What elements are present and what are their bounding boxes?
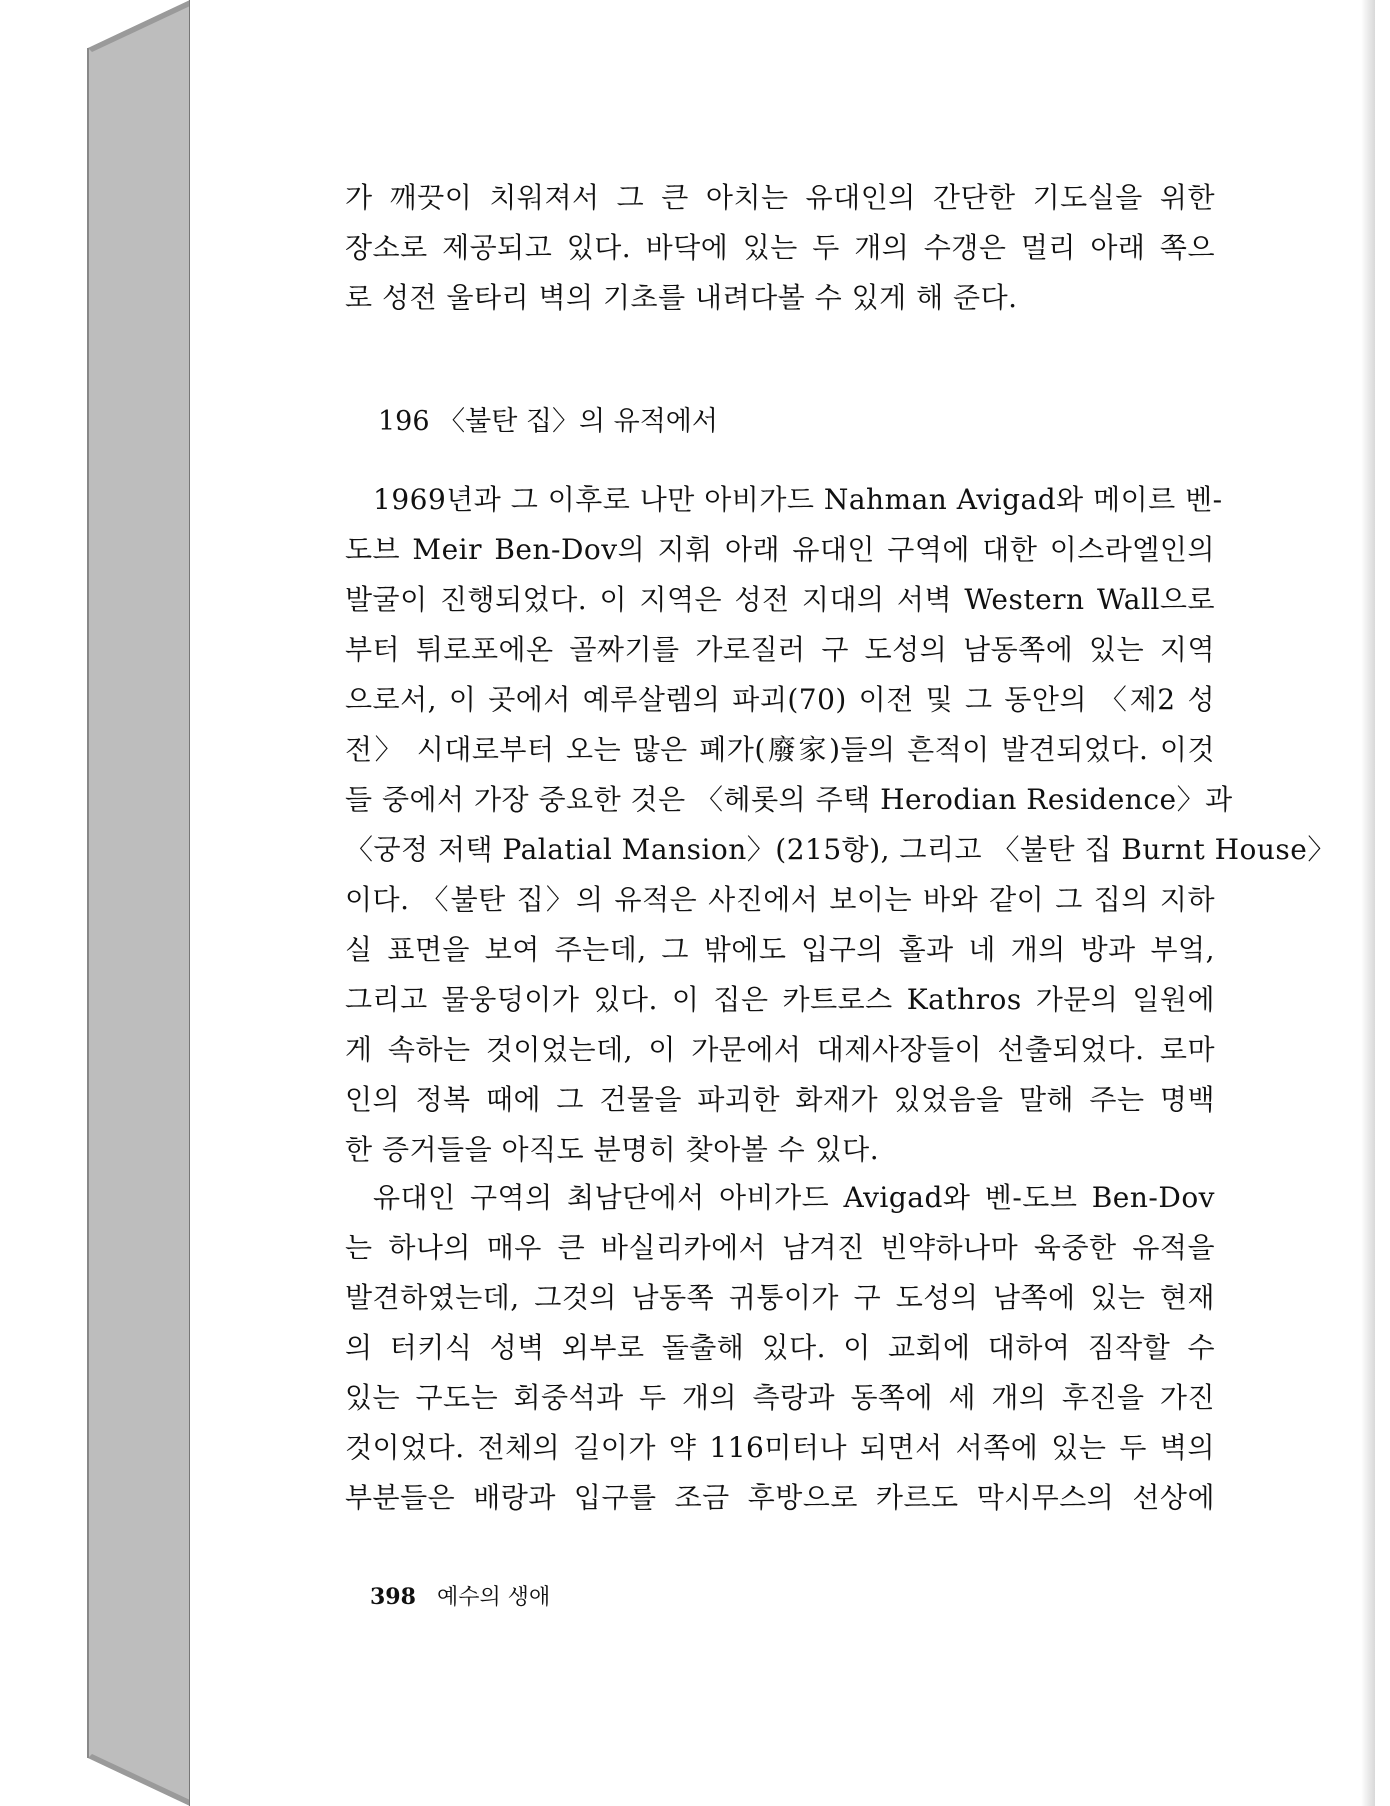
text-line: 유대인 구역의 최남단에서 아비가드 Avigad와 벤-도브 Ben-Dov [373,1181,1215,1214]
text-line: 는 하나의 매우 큰 바실리카에서 남겨진 빈약하나마 육중한 유적을 [345,1231,1215,1264]
text-line: 부분들은 배랑과 입구를 조금 후방으로 카르도 막시무스의 선상에 [345,1481,1215,1514]
text-line: 전〉 시대로부터 오는 많은 폐가(廢家)들의 흔적이 발견되었다. 이것 [345,733,1215,766]
text-line: 〈궁정 저택 Palatial Mansion〉(215항), 그리고 〈불탄 집 Burnt House〉 [345,833,1336,866]
text-line: 으로서, 이 곳에서 예루살렘의 파괴(70) 이전 및 그 동안의 〈제2 성 [345,683,1215,716]
text-line: 도브 Meir Ben-Dov의 지휘 아래 유대인 구역에 대한 이스라엘인의 [345,533,1215,566]
book-page [190,0,1375,1806]
page-right-edge-shadow [1361,0,1375,1806]
text-line: 인의 정복 때에 그 건물을 파괴한 화재가 있었음을 말해 주는 명백 [345,1083,1215,1116]
text-line: 그리고 물웅덩이가 있다. 이 집은 카트로스 Kathros 가문의 일원에 [345,983,1215,1016]
text-line: 부터 튀로포에온 골짜기를 가로질러 구 도성의 남동쪽에 있는 지역 [345,633,1215,666]
text-line: 발견하였는데, 그것의 남동쪽 귀퉁이가 구 도성의 남쪽에 있는 현재 [345,1281,1215,1314]
running-title: 예수의 생애 [436,1585,551,1610]
text-line: 로 성전 울타리 벽의 기초를 내려다볼 수 있게 해 준다. [345,281,1018,314]
section-heading: 196 〈불탄 집〉의 유적에서 [378,406,718,437]
text-line: 가 깨끗이 치워져서 그 큰 아치는 유대인의 간단한 기도실을 위한 [345,181,1215,214]
text-line: 들 중에서 가장 중요한 것은 〈헤롯의 주택 Herodian Residence〉과 [345,783,1233,816]
page-number: 398 [370,1584,416,1610]
text-line: 것이었다. 전체의 길이가 약 116미터나 되면서 서쪽에 있는 두 벽의 [345,1431,1215,1464]
text-line: 1969년과 그 이후로 나만 아비가드 Nahman Avigad와 메이르 벤- [373,483,1223,516]
page-footer [370,1582,550,1613]
text-line: 이다. 〈불탄 집〉의 유적은 사진에서 보이는 바와 같이 그 집의 지하 [345,883,1215,916]
text-line: 발굴이 진행되었다. 이 지역은 성전 지대의 서벽 Western Wall으로 [345,583,1215,616]
text-line: 한 증거들을 아직도 분명히 찾아볼 수 있다. [345,1133,880,1166]
text-line: 있는 구도는 회중석과 두 개의 측랑과 동쪽에 세 개의 후진을 가진 [345,1381,1215,1414]
text-line: 실 표면을 보여 주는데, 그 밖에도 입구의 홀과 네 개의 방과 부엌, [345,933,1215,966]
text-line: 장소로 제공되고 있다. 바닥에 있는 두 개의 수갱은 멀리 아래 쪽으 [345,231,1215,264]
spine-face [88,0,190,1806]
text-line: 의 터키식 성벽 외부로 돌출해 있다. 이 교회에 대하여 짐작할 수 [345,1331,1215,1364]
text-line: 게 속하는 것이었는데, 이 가문에서 대제사장들이 선출되었다. 로마 [345,1033,1215,1066]
